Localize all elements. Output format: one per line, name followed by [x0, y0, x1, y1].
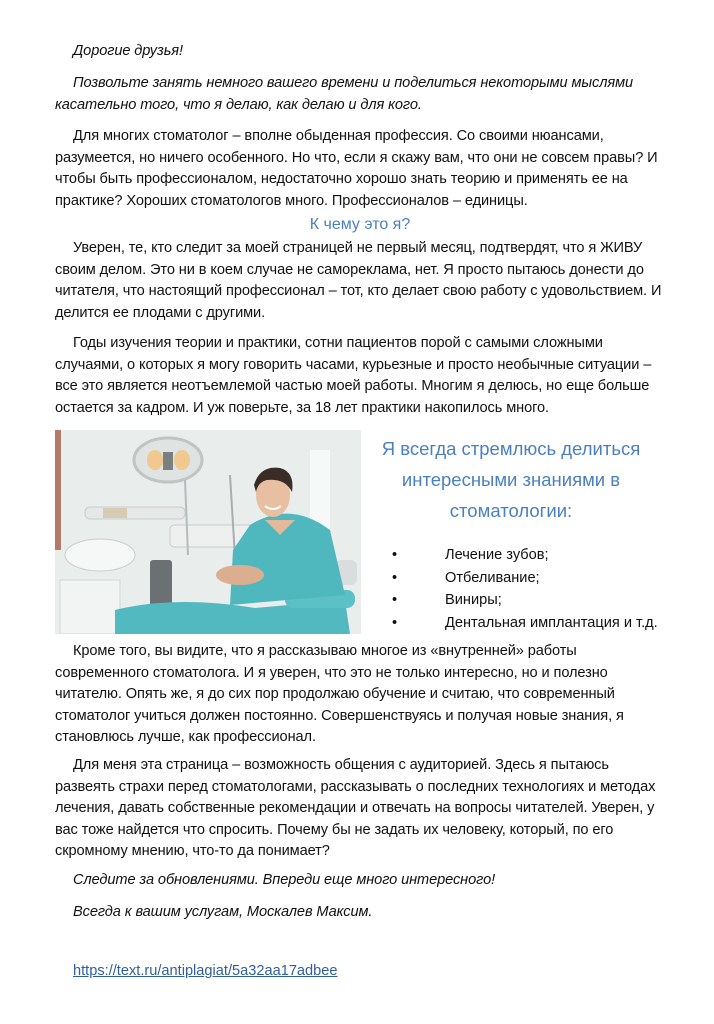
paragraph-profession: Для многих стоматолог – вполне обыденная профессия. Со своими нюансами, разумеется, но ничего особенного. Но что, если я скажу вам, что они не совсем правы? И чтобы быть профессионалом, недостаточно хорошо знать теорию и применять ее на практике? Хороших стоматологов много. Профессионалов – единицы.	[55, 128, 658, 209]
antiplagiat-link[interactable]: https://text.ru/antiplagiat/5a32aa17adbee	[73, 963, 338, 979]
topic-item	[392, 544, 662, 567]
topic-label: Отбеливание;	[445, 569, 540, 586]
paragraph-audience: Для меня эта страница – возможность общения с аудиторией. Здесь я пытаюсь развеять страхи перед стоматологами, рассказывать о последних технологиях и методах лечения, давать собственные рекомендации и отвечать на вопросы читателей. Уверен, у вас тоже найдется что спросить. Почему бы не задать их человеку, который, по его скромному мнению, что-то да понимает?	[55, 757, 656, 860]
paragraph-experience: Годы изучения теории и практики, сотни пациентов порой с самыми сложными случаями, о которых я могу говорить часами, курьезные и просто необычные ситуации – все это является неотъемлемой частью моей работы. Многим я делюсь, но еще больше остается за кадром. И уж поверьте, за 18 лет практики накопилось много.	[55, 335, 652, 416]
bullet-icon: •	[392, 569, 398, 586]
bullet-icon: •	[392, 592, 398, 608]
intro-paragraph: Позвольте занять немного вашего времени и поделиться некоторыми мыслями касательно того, что я делаю, как делаю и для кого.	[55, 75, 634, 113]
bullet-icon: •	[392, 547, 398, 563]
topics-list	[392, 544, 662, 634]
paragraph-inner-work: Кроме того, вы видите, что я рассказываю многое из «внутренней» работы современного стоматолога. И я уверен, что это не только интересно, но и полезно читателю. Опять же, я до сих пор продолжаю обучение и считаю, что современный стоматолог учиться должен постоянно. Совершенствуясь и получая новые знания, я становлюсь лучше, как профессионал.	[55, 643, 624, 746]
topic-label: Лечение зубов;	[445, 547, 549, 563]
dentist-illustration	[55, 430, 361, 634]
dentist-photo	[55, 430, 361, 634]
greeting: Дорогие друзья!	[73, 43, 183, 59]
topic-item	[392, 567, 662, 590]
topic-item	[392, 589, 662, 612]
bullet-icon: •	[392, 614, 398, 631]
topic-item	[392, 612, 662, 635]
closing-line: Следите за обновлениями. Впереди еще много интересного!	[73, 872, 496, 888]
section-heading: К чему это я?	[309, 216, 411, 233]
topics-heading: Я всегда стремлюсь делиться интересными знаниями в стоматологии:	[381, 438, 641, 521]
paragraph-passion: Уверен, те, кто следит за моей страницей не первый месяц, подтвердят, что я ЖИВУ своим делом. Это ни в коем случае не самореклама, нет. Я просто пытаюсь донести до читателя, что настоящий профессионал – тот, кто делает свою работу с удовольствием. И делится ее плодами с другими.	[55, 240, 662, 321]
topic-label: Виниры;	[445, 592, 502, 608]
signature: Всегда к вашим услугам, Москалев Максим.	[73, 904, 373, 920]
topic-label: Дентальная имплантация и т.д.	[445, 614, 658, 631]
